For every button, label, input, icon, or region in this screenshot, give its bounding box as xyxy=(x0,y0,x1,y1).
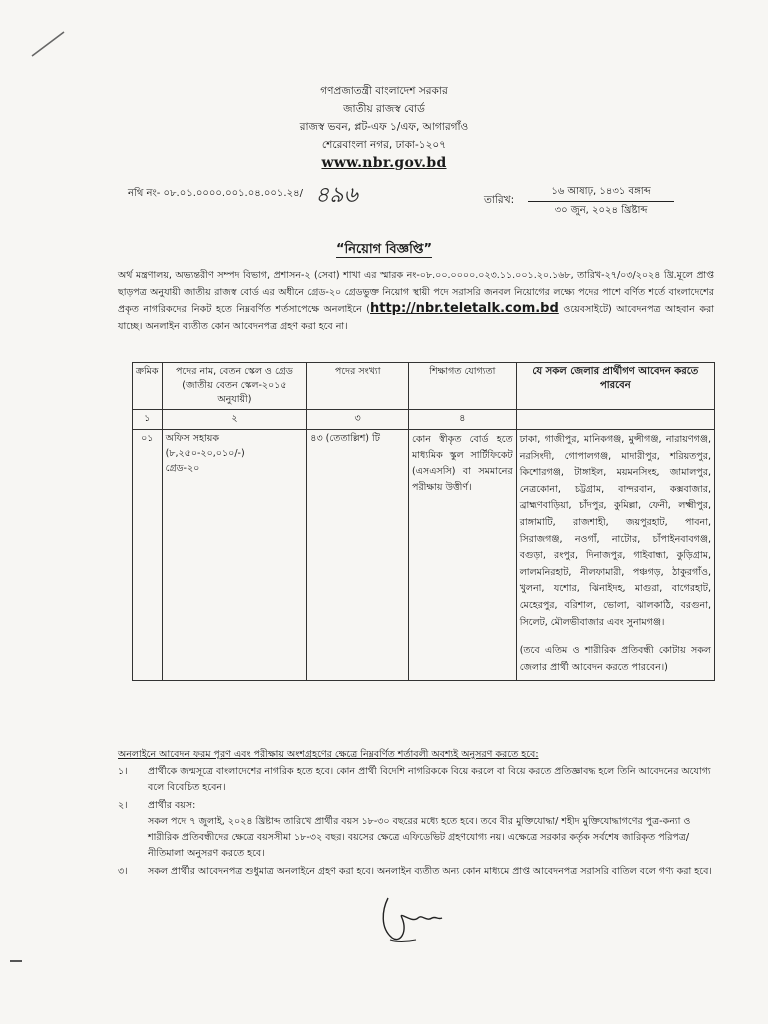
date-label: তারিখ: xyxy=(484,194,515,206)
header-post: পদের নাম, বেতন স্কেল ও গ্রেড (জাতীয় বেতন স্কেল-২০১৫ অনুযায়ী) xyxy=(162,363,307,410)
office-city: শেরেবাংলা নগর, ঢাকা-১২০৭ xyxy=(321,139,447,151)
condition-item xyxy=(118,864,718,880)
signature-image xyxy=(372,888,452,948)
column-number-row xyxy=(133,410,715,430)
post-name: অফিস সহায়ক xyxy=(165,433,220,444)
col-number: ২ xyxy=(162,410,307,430)
govt-name: গণপ্রজাতন্ত্রী বাংলাদেশ সরকার xyxy=(320,85,448,97)
notice-title-text: “নিয়োগ বিজ্ঞপ্তি” xyxy=(335,242,433,257)
notice-title xyxy=(0,240,768,261)
condition-number: ২। xyxy=(118,800,128,811)
count-cell: ৪৩ (তেতাল্লিশ) টি xyxy=(307,430,409,681)
conditions-list xyxy=(118,764,718,882)
table-header-row xyxy=(133,363,715,410)
condition-item xyxy=(118,798,718,862)
header-districts: যে সকল জেলার প্রার্থীগণ আবেদন করতে পারবেন xyxy=(516,363,714,410)
condition-item xyxy=(118,764,718,796)
intro-paragraph xyxy=(118,268,714,335)
header-count: পদের সংখ্যা xyxy=(307,363,409,410)
col-number: ১ xyxy=(133,410,163,430)
pen-stroke-mark xyxy=(28,30,68,60)
condition-subtext: সকল পদে ৭ জুলাই, ২০২৪ খ্রিষ্টাব্দ তারিখে প্রার্থীর বয়স ১৮-৩০ বছরের মধ্যে হতে হবে। তবে বীর মুক্তিযোদ্ধা/ শহীদ মুক্তিযোদ্ধাগণের পুত্র-কন্যা ও শারীরিক প্রতিবন্ধীদের ক্ষেত্রে বয়সসীমা ১৮-৩২ বছর। বয়সের ক্ষেত্রে এফিডেভিট গ্রহণযোগ্য নয়। এক্ষেত্রে সরকার কর্তৃক সর্বশেষ জারিকৃত পরিপত্র/নীতিমালা অনুসরণ করতে হবে। xyxy=(148,816,691,859)
col-number: ৩ xyxy=(307,410,409,430)
serial-cell: ০১ xyxy=(133,430,163,681)
quota-note: (তবে এতিম ও শারীরিক প্রতিবন্ধী কোটায় সকল জেলার প্রার্থী আবেদন করতে পারবেন।) xyxy=(519,645,711,673)
districts-cell xyxy=(516,430,714,681)
date-english: ৩০ জুন, ২০২৪ খ্রিষ্টাব্দ xyxy=(554,205,648,216)
date-bangla: ১৬ আষাঢ়, ১৪৩১ বঙ্গাব্দ xyxy=(528,183,674,202)
post-cell xyxy=(162,430,307,681)
pay-scale: (৮,২৫০-২০,০১০/-) xyxy=(165,448,245,459)
col-number xyxy=(516,410,714,430)
intro-text-end: ওয়েবসাইটে) আবেদনপত্র আহবান করা যাচ্ছে। অনলাইন ব্যতীত কোন আবেদনপত্র গ্রহণ করা হবে না। xyxy=(118,304,714,332)
condition-number: ৩। xyxy=(118,866,128,877)
col-number: ৪ xyxy=(409,410,517,430)
website-link[interactable]: www.nbr.gov.bd xyxy=(321,155,447,171)
header-qualification: শিক্ষাগত যোগ্যতা xyxy=(409,363,517,410)
margin-mark xyxy=(10,960,22,962)
memo-number: নথি নং- ০৮.০১.০০০০.০০১.০৪.০০১.২৪/ xyxy=(128,188,303,199)
table-row xyxy=(133,430,715,681)
grade: গ্রেড-২০ xyxy=(165,463,200,474)
letterhead xyxy=(0,82,768,172)
district-list: ঢাকা, গাজীপুর, মানিকগঞ্জ, মুন্সীগঞ্জ, নারায়ণগঞ্জ, নরসিংদী, গোপালগঞ্জ, মাদারীপুর, শরিয়তপুর, কিশোরগঞ্জ, টাঙ্গাইল, ময়মনসিংহ, জামালপুর, নেত্রকোনা, চট্টগ্রাম, বান্দরবান, কক্সবাজার, ব্রাহ্মণবাড়িয়া, চাঁদপুর, কুমিল্লা, ফেনী, লক্ষ্মীপুর, রাঙ্গামাটি, রাজশাহী, জয়পুরহাট, পাবনা, সিরাজগঞ্জ, নওগাঁ, নাটোর, চাঁপাইনবাবগঞ্জ, বগুড়া, রংপুর, দিনাজপুর, গাইবান্ধা, কুড়িগ্রাম, লালমনিরহাট, নীলফামারী, পঞ্চগড়, ঠাকুরগাঁও, খুলনা, যশোর, ঝিনাইদহ, মাগুরা, বাগেরহাট, মেহেরপুর, বরিশাল, ভোলা, ঝালকাঠি, বরগুনা, সিলেট, মৌলভীবাজার এবং সুনামগঞ্জ। xyxy=(519,434,711,628)
conditions-heading: অনলাইনে আবেদন ফরম পূরণ এবং পরীক্ষায় অংশগ্রহণের ক্ষেত্রে নিম্নবর্ণিত শর্তাবলী অবশ্যই অনুসরণ করতে হবে: xyxy=(118,749,539,760)
vacancy-table xyxy=(132,362,715,681)
office-address: রাজস্ব ভবন, প্লট-এফ ১/এফ, আগারগাঁও xyxy=(299,121,469,133)
teletalk-link[interactable]: http://nbr.teletalk.com.bd xyxy=(369,301,559,316)
condition-text: সকল প্রার্থীর আবেদনপত্র শুধুমাত্র অনলাইনে গ্রহণ করা হবে। অনলাইন ব্যতীত অন্য কোন মাধ্যমে প্রাপ্ত আবেদনপত্র সরাসরি বাতিল বলে গণ্য করা হবে। xyxy=(148,866,712,877)
intro-text-start: অর্থ মন্ত্রণালয়, অভ্যন্তরীণ সম্পদ বিভাগ, প্রশাসন-২ (সেবা) শাখা এর স্মারক নং-০৮.০০.০০০০.০২৩.১১.০০১.২০.১৬৮, তারিখ-২৭/০৩/২০২৪ খ্রি.মূলে প্রাপ্ত ছাড়পত্র অনুযায়ী জাতীয় রাজস্ব বোর্ড এর অধীনে গ্রেড-২০ গ্রেডভুক্ত নিয়োগ স্থায়ী পদে সরাসরি জনবল নিয়োগের লক্ষ্যে পদের পাশে বর্ণিত শর্তে বাংলাদেশের প্রকৃত নাগরিকদের নিকট হতে নিম্নবর্ণিত শর্তসাপেক্ষে অনলাইনে ( xyxy=(118,270,714,315)
office-name: জাতীয় রাজস্ব বোর্ড xyxy=(343,103,425,115)
date-block xyxy=(528,183,674,220)
header-serial: ক্রমিক xyxy=(133,363,163,410)
memo-handwritten-number: ৪৯৬ xyxy=(315,183,358,208)
condition-text: প্রার্থীর বয়স: xyxy=(148,800,196,811)
condition-text: প্রার্থীকে জন্মসূত্রে বাংলাদেশের নাগরিক হতে হবে। কোন প্রার্থী বিদেশি নাগরিককে বিয়ে করলে বা বিয়ে করতে প্রতিজ্ঞাবদ্ধ হলে তিনি আবেদনের অযোগ্য বলে বিবেচিত হবেন। xyxy=(148,766,711,793)
condition-number: ১। xyxy=(118,766,128,777)
qualification-cell: কোন স্বীকৃত বোর্ড হতে মাধ্যমিক স্কুল সার্টিফিকেট (এসএসসি) বা সমমানের পরীক্ষায় উত্তীর্ণ। xyxy=(409,430,517,681)
